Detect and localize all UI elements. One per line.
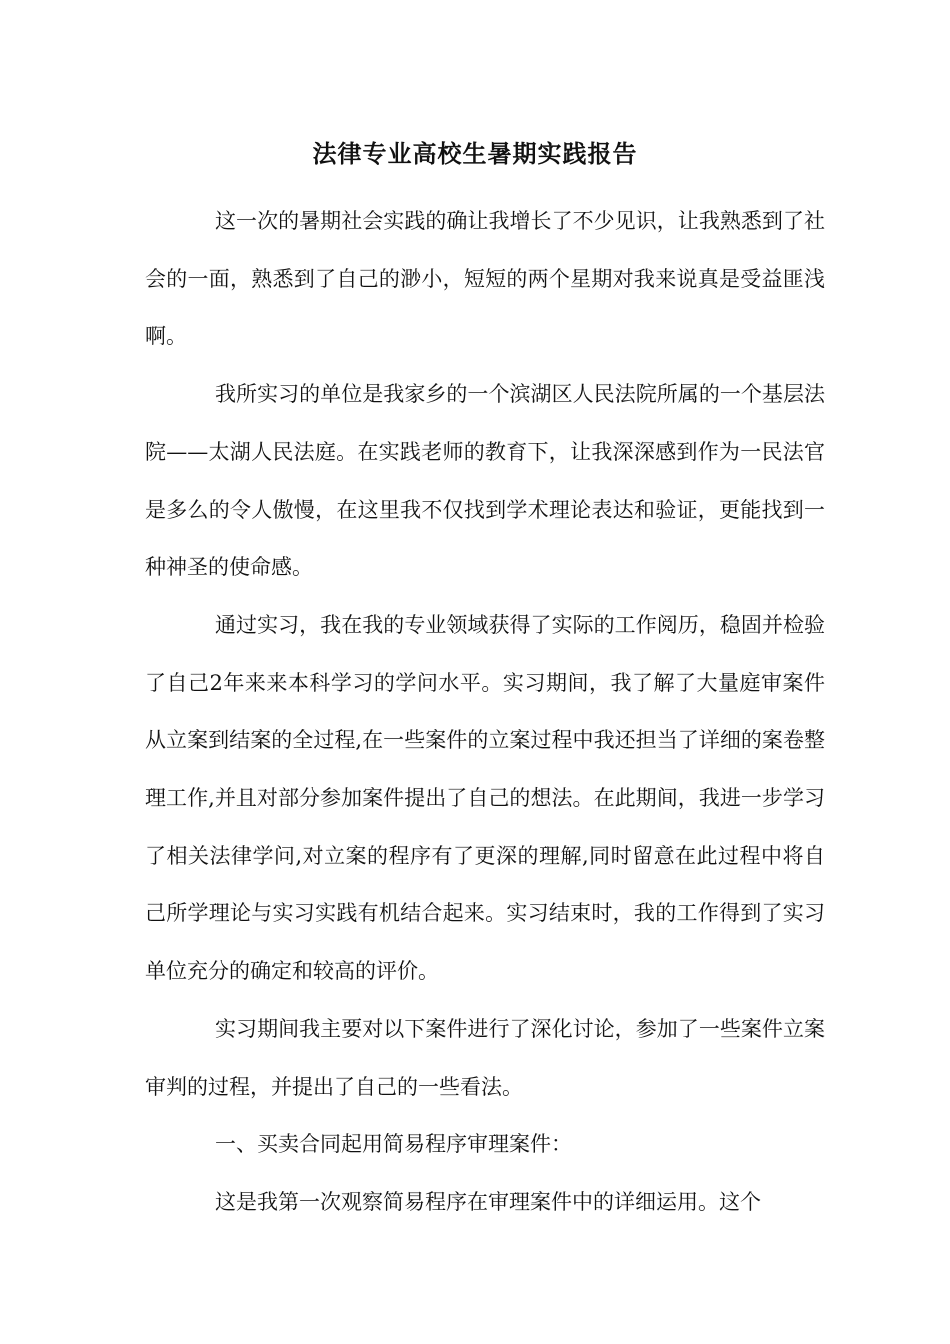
paragraph-5: 这是我第一次观察简易程序在审理案件中的详细运用。这个: [215, 1189, 761, 1214]
paragraph-2: 我所实习的单位是我家乡的一个滨湖区人民法院所属的一个基层法院——太湖人民法庭。在实践老师的教育下，让我深深感到作为一民法官是多么的令人傲慢，在这里我不仅找到学术理论表达和验证，更能找到一种神圣的使命感。: [145, 382, 825, 580]
document-title: 法律专业高校生暑期实践报告: [312, 139, 638, 168]
paragraph-4: 实习期间我主要对以下案件进行了深化讨论，参加了一些案件立案审判的过程，并提出了自己的一些看法。: [145, 1016, 825, 1099]
paragraph-1: 这一次的暑期社会实践的确让我增长了不少见识，让我熟悉到了社会的一面，熟悉到了自己的渺小，短短的两个星期对我来说真是受益匪浅啊。: [145, 209, 825, 349]
document-body: [145, 193, 825, 1232]
paragraph-3: 通过实习，我在我的专业领域获得了实际的工作阅历，稳固并检验了自己2年来来本科学习的学问水平。实习期间，我了解了大量庭审案件从立案到结案的全过程,在一些案件的立案过程中我还担当了详细的案卷整理工作,并且对部分参加案件提出了自己的想法。在此期间，我进一步学习了相关法律学问,对立案的程序有了更深的理解,同时留意在此过程中将自己所学理论与实习实践有机结合起来。实习结束时，我的工作得到了实习单位充分的确定和较高的评价。: [145, 612, 825, 984]
section-heading-1: 一、买卖合同起用简易程序审理案件：: [215, 1132, 572, 1157]
